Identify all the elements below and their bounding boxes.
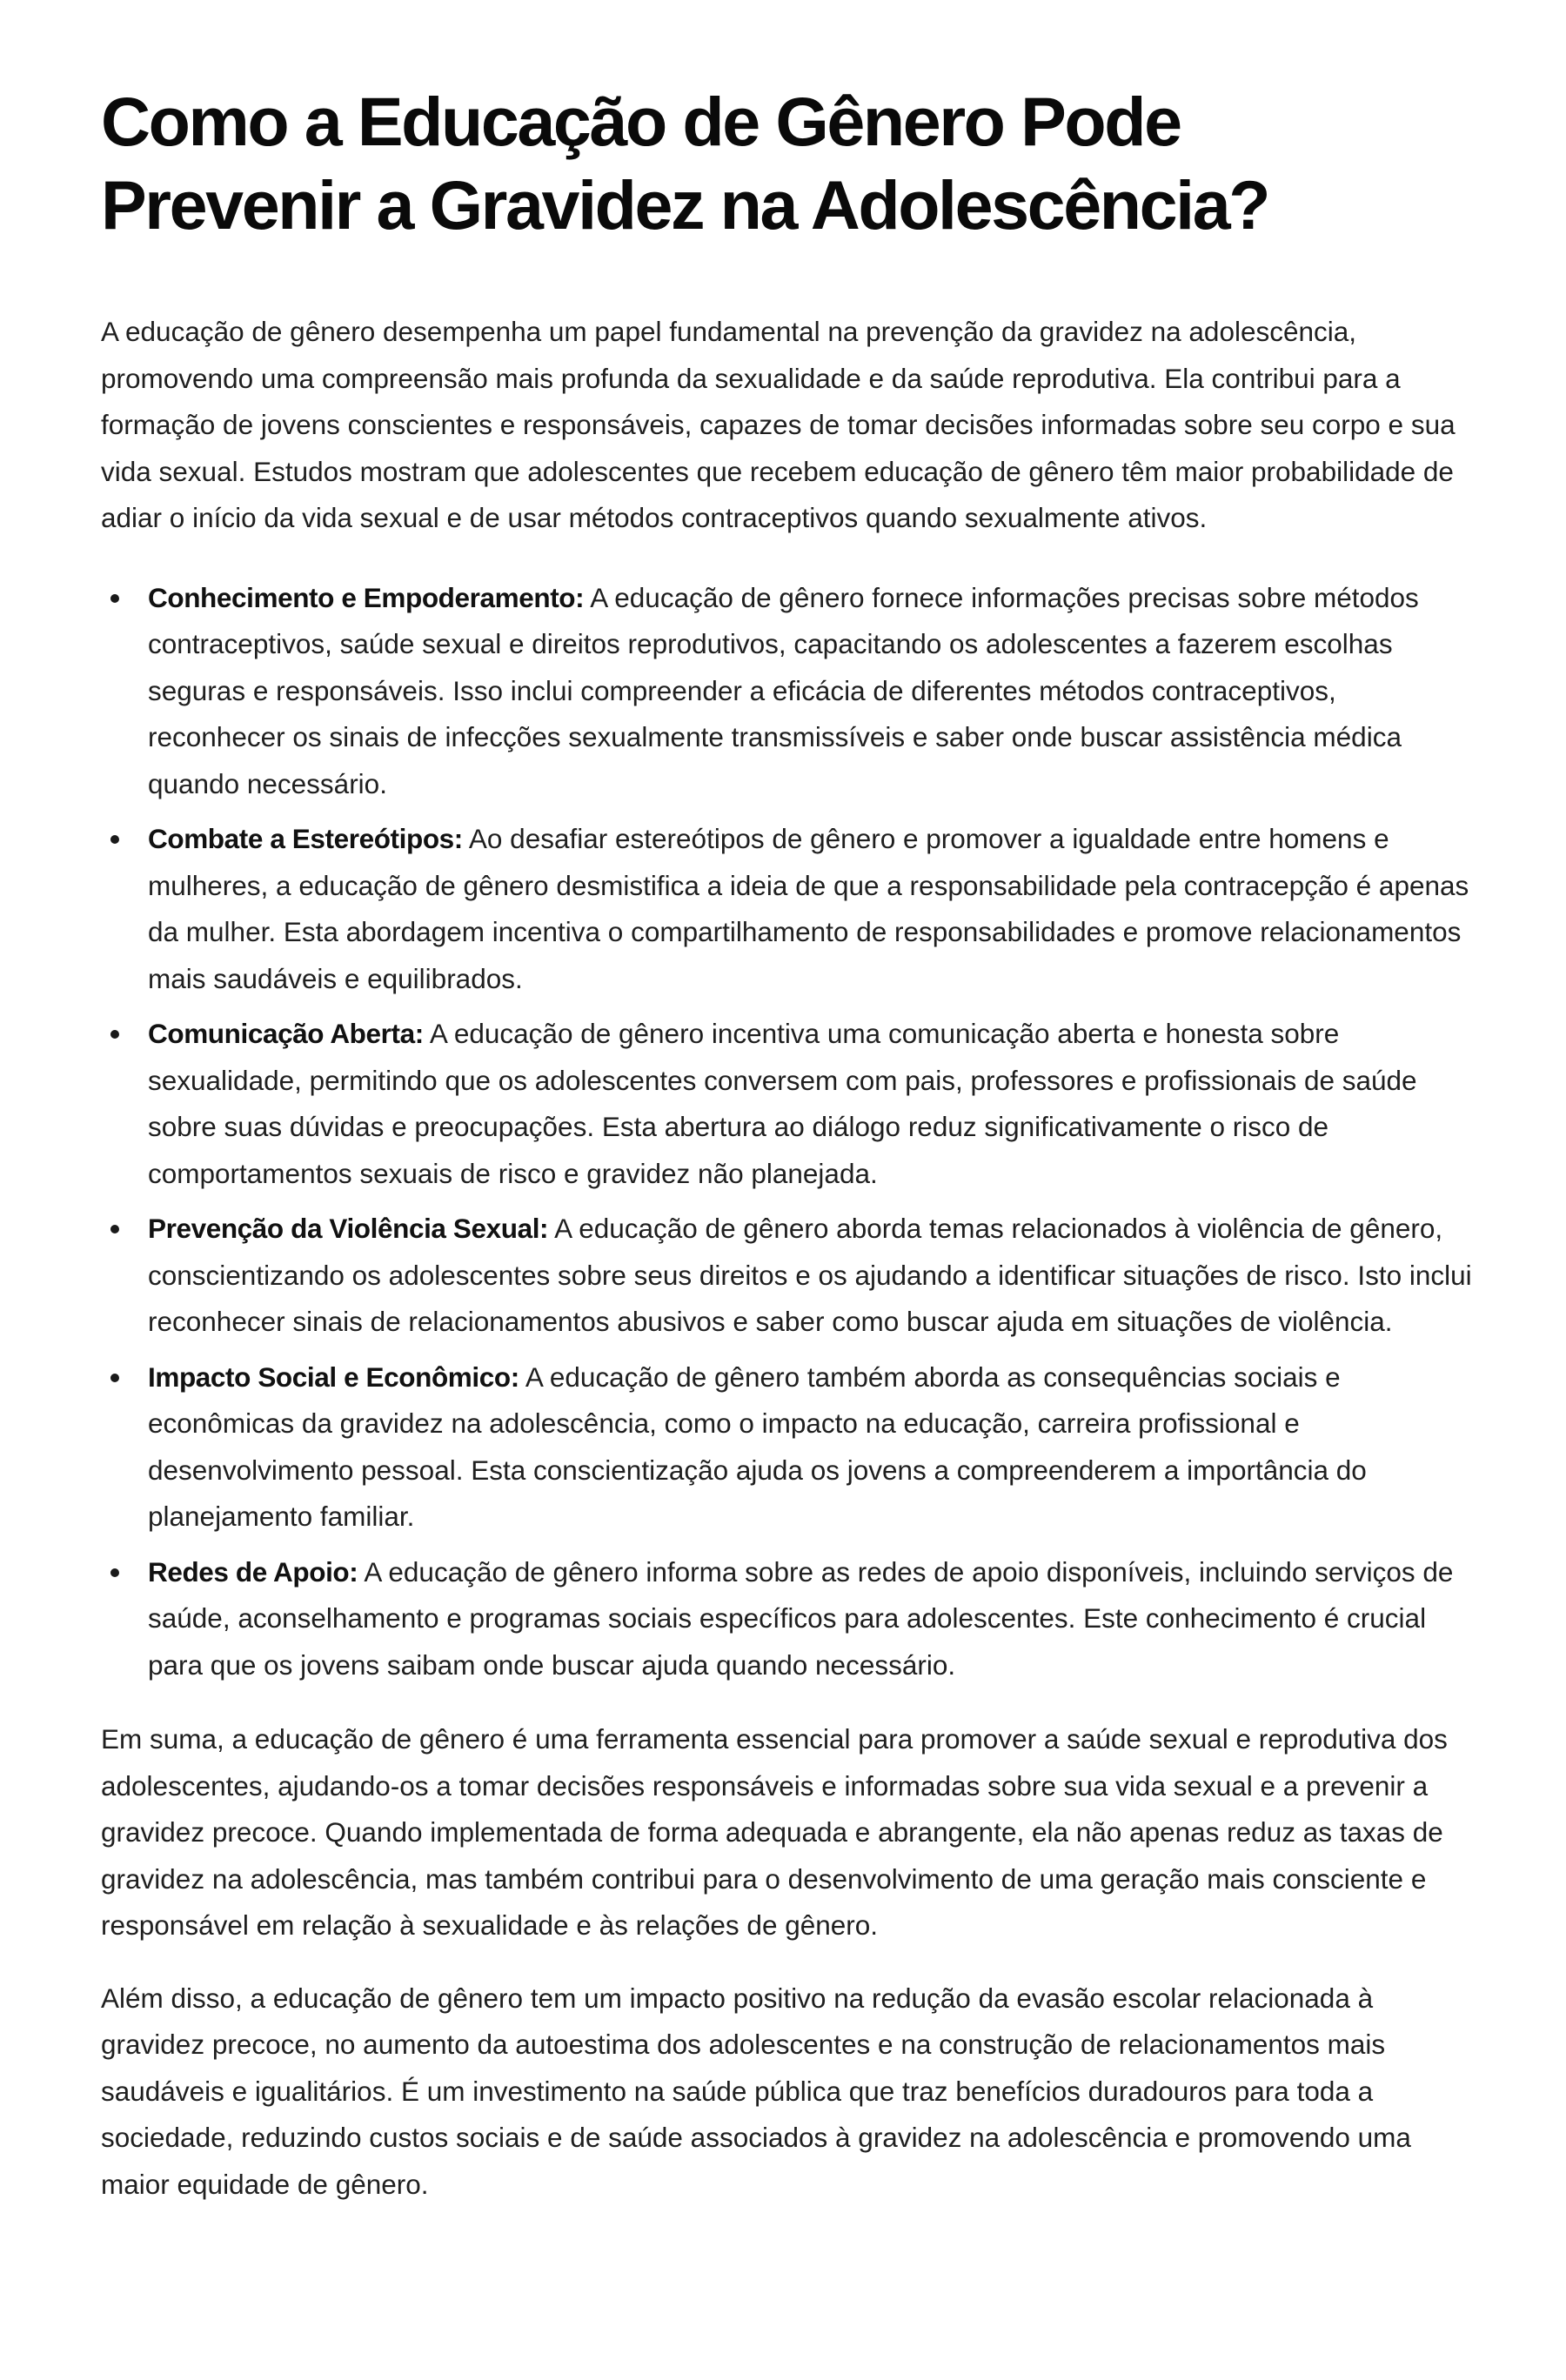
list-item xyxy=(101,816,1479,1002)
bullet-list xyxy=(101,575,1479,1689)
intro-paragraph: A educação de gênero desempenha um papel fundamental na prevenção da gravidez na adolescência, promovendo uma compreensão mais profunda da sexualidade e da saúde reprodutiva. Ela contribui para a formação de jovens conscientes e responsáveis, capazes de tomar decisões informadas sobre seu corpo e sua vida sexual. Estudos mostram que adolescentes que recebem educação de gênero têm maior probabilidade de adiar o início da vida sexual e de usar métodos contraceptivos quando sexualmente ativos. xyxy=(101,316,1456,533)
bullet-dot-icon xyxy=(110,1568,119,1577)
bullet-dot-icon xyxy=(110,1374,119,1382)
bullet-text: A educação de gênero informa sobre as redes de apoio disponíveis, incluindo serviços de saúde, aconselhamento e programas sociais específicos para adolescentes. Este conhecimento é crucial para que os jovens saibam onde buscar ajuda quando necessário. xyxy=(148,1555,1454,1681)
bullet-label: Redes de Apoio: xyxy=(148,1555,358,1588)
bullet-dot-icon xyxy=(110,835,119,844)
closing-paragraph: Além disso, a educação de gênero tem um impacto positivo na redução da evasão escolar relacionada à gravidez precoce, no aumento da autoestima dos adolescentes e na construção de relacionamentos mais saudáveis e igualitários. É um investimento na saúde pública que traz benefícios duradouros para toda a sociedade, reduzindo custos sociais e de saúde associados à gravidez na adolescência e promovendo uma maior equidade de gênero. xyxy=(101,1982,1411,2200)
bullet-dot-icon xyxy=(110,594,119,603)
bullet-text: Ao desafiar estereótipos de gênero e promover a igualdade entre homens e mulheres, a educação de gênero desmistifica a ideia de que a responsabilidade pela contracepção é apenas da mulher. Esta abordagem incentiva o compartilhamento de responsabilidades e promove relacionamentos mais saudáveis e equilibrados. xyxy=(148,823,1469,994)
list-item xyxy=(101,1354,1479,1541)
title-line: Como a Educação de Gênero Pode xyxy=(101,83,1181,160)
bullet-label: Comunicação Aberta: xyxy=(148,1018,424,1049)
summary-paragraph: Em suma, a educação de gênero é uma ferramenta essencial para promover a saúde sexual e reprodutiva dos adolescentes, ajudando-os a tomar decisões responsáveis e informadas sobre sua vida sexual e a prevenir a gravidez precoce. Quando implementada de forma adequada e abrangente, ela não apenas reduz as taxas de gravidez na adolescência, mas também contribui para o desenvolvimento de uma geração mais consciente e responsável em relação à sexualidade e às relações de gênero. xyxy=(101,1723,1448,1941)
bullet-label: Combate a Estereótipos: xyxy=(148,823,463,854)
bullet-dot-icon xyxy=(110,1030,119,1039)
list-item xyxy=(101,1206,1479,1346)
title-line: Prevenir a Gravidez na Adolescência? xyxy=(101,166,1269,244)
bullet-label: Prevenção da Violência Sexual: xyxy=(148,1213,549,1244)
list-item xyxy=(101,1549,1479,1689)
bullet-label: Conhecimento e Empoderamento: xyxy=(148,581,585,613)
page-title xyxy=(101,80,1479,247)
bullet-text: A educação de gênero também aborda as consequências sociais e econômicas da gravidez na adolescência, como o impacto na educação, carreira profissional e desenvolvimento pessoal. Esta conscientização ajuda os jovens a compreenderem a importância do planejamento familiar. xyxy=(148,1360,1367,1532)
bullet-dot-icon xyxy=(110,1225,119,1233)
bullet-text: A educação de gênero fornece informações precisas sobre métodos contraceptivos, saúde sexual e direitos reprodutivos, capacitando os adolescentes a fazerem escolhas seguras e responsáveis. Isso inclui compreender a eficácia de diferentes métodos contraceptivos, reconhecer os sinais de infecções sexualmente transmissíveis e saber onde buscar assistência médica quando necessário. xyxy=(148,581,1419,799)
bullet-text: A educação de gênero incentiva uma comunicação aberta e honesta sobre sexualidade, permitindo que os adolescentes conversem com pais, professores e profissionais de saúde sobre suas dúvidas e preocupações. Esta abertura ao diálogo reduz significativamente o risco de comportamentos sexuais de risco e gravidez não planejada. xyxy=(148,1018,1417,1189)
bullet-label: Impacto Social e Econômico: xyxy=(148,1360,519,1393)
list-item xyxy=(101,1011,1479,1197)
list-item xyxy=(101,575,1479,808)
bullet-text: A educação de gênero aborda temas relacionados à violência de gênero, conscientizando os adolescentes sobre seus direitos e os ajudando a identificar situações de risco. Isto inclui reconhecer sinais de relacionamentos abusivos e saber como buscar ajuda em situações de violência. xyxy=(148,1213,1472,1337)
